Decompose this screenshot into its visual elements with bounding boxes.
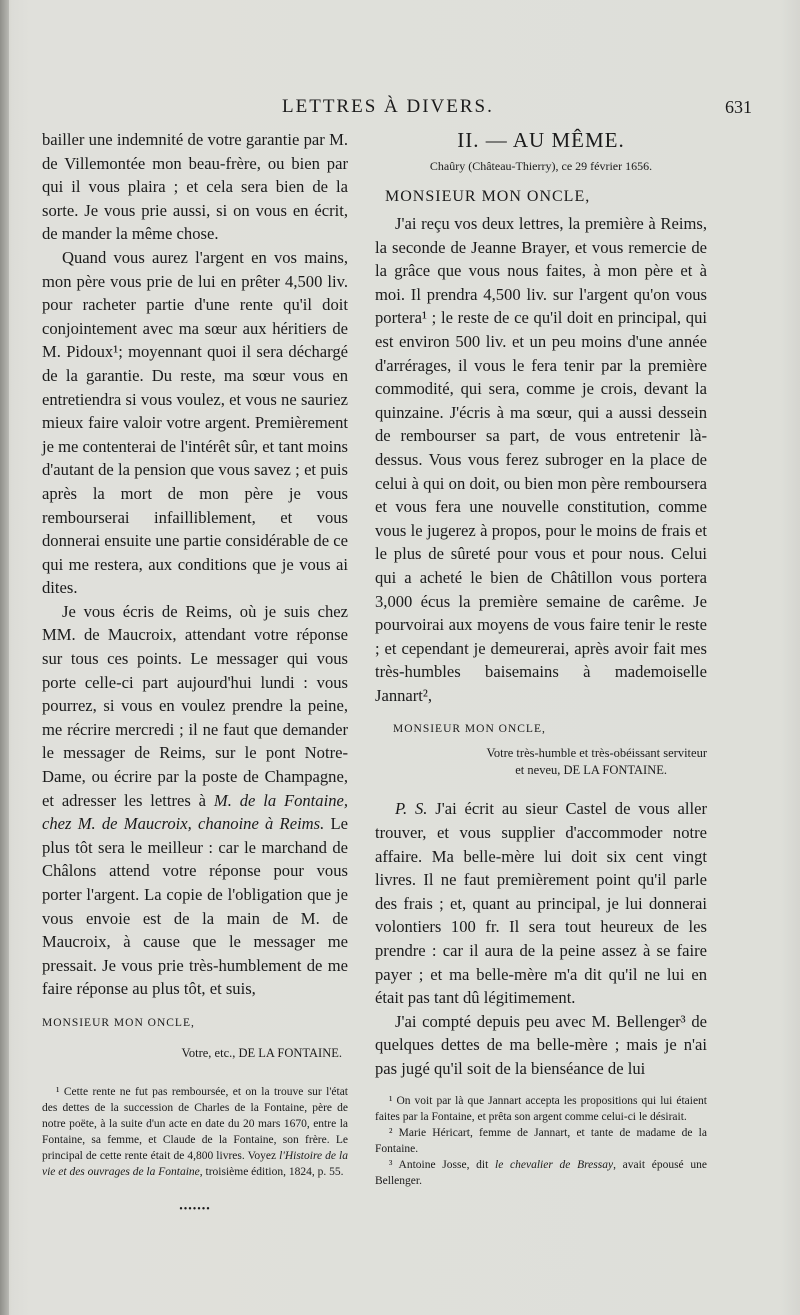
salutation: MONSIEUR MON ONCLE, [393, 723, 546, 736]
letter-heading: II. — AU MÊME. [457, 128, 625, 152]
footnote: ¹ On voit par là que Jannart accepta les propositions qui lui étaient faites par la Fontaine, et prêta son argent comme celui-ci le désirait. [375, 1094, 707, 1123]
footnote-text: ¹ Cette rente ne fut pas remboursée, et on la trouve sur l'état des dettes de la succession de Charles de la Fontaine, père de notre poëte, à la suite d'un acte en date du 20 mars 1670, entre la Fontaine, sa femme, et Claude de la Fontaine, son frère. Le principal de cette rente était de 4,800 livres. Voyez [42, 1085, 348, 1162]
greeting: MONSIEUR MON ONCLE, [385, 188, 591, 205]
footnote-text: ³ Antoine Josse, dit [389, 1158, 496, 1171]
ornament-divider: ••••••• [179, 1203, 211, 1215]
footnote [42, 1084, 348, 1180]
closing-line: et neveu, DE LA FONTAINE. [515, 763, 667, 778]
running-head-title: LETTRES À DIVERS. [282, 96, 494, 117]
paragraph-text: Je vous écris de Reims, où je suis chez MM. de Maucroix, attendant votre réponse sur tous ces points. Le messager qui vous porte celle-ci part aujourd'hui lundi : vous pourrez, si vous en voulez prendre la peine, me récrire mercredi ; il ne faut que demander le messager de Reims, sur le pont Notre-Dame, ou écrire par la poste de Champagne, et adresser les lettres à [42, 601, 348, 810]
postscript [375, 797, 707, 1009]
running-head [0, 96, 800, 120]
footnote: ² Marie Héricart, femme de Jannart, et tante de madame de la Fontaine. [375, 1126, 707, 1155]
right-column [375, 128, 707, 1189]
paragraph-address: M. de la Fontaine, chez M. de Maucroix, chanoine à Reims. [42, 790, 349, 834]
page-number: 631 [725, 97, 752, 117]
footnote-title: l'Histoire de la vie et des ouvrages de la Fontaine [42, 1149, 348, 1178]
closing-line: Votre très-humble et très-obéissant serviteur [486, 746, 707, 761]
postscript-text: J'ai écrit au sieur Castel de vous aller trouver, et vous supplier d'accommoder notre affaire. Ma belle-mère lui doit six cent vingt livres. Il ne faut premièrement point qu'il parle des frais ; et, quant au principal, je lui donnerai volontiers 100 fr. Il sera tout heureux de les prendre : car il aura de la peine assez à se faire payer ; et ma belle-mère m'a dit qu'il ne lui en était pas tant dû légitimement. [375, 799, 707, 1008]
dateline: Chaûry (Château-Thierry), ce 29 février 1656. [429, 159, 653, 173]
footnote [375, 1157, 707, 1189]
paragraph: Quand vous aurez l'argent en vos mains, mon père vous prie de lui en prêter 4,500 liv. pour racheter partie d'une rente qu'il doit conjointement avec ma sœur aux héritiers de M. Pidoux¹; moyennant quoi il sera déchargé de la garantie. Du reste, ma sœur vous en entretiendra si vous voulez, et vous ne sauriez mieux faire valoir votre argent. Premièrement je me contenterai de l'intérêt sûr, et tant moins d'autant de la pension que vous savez ; et puis après la mort de mon père je vous rembourserai infailliblement, et vous donnerai ensuite une partie considérable de ce qui me restera, aux conditions que je vous ai dites. [42, 247, 348, 598]
paragraph: J'ai compté depuis peu avec M. Bellenger³ de quelques dettes de ma belle-mère ; mais je n'ai pas jugé qu'il soit de la bienséance de lui [375, 1011, 707, 1078]
footnote-text: , troisième édition, 1824, p. 55. [199, 1165, 344, 1178]
paragraph: bailler une indemnité de votre garantie par M. de Villemontée mon beau-frère, ou bien par qui il vous plaira ; et cela sera bien de la sorte. Je vous prie aussi, si on vous en écrit, de mander la même chose. [42, 130, 348, 244]
postscript-label: P. S. [395, 799, 428, 819]
paragraph: J'ai reçu vos deux lettres, la première à Reims, la seconde de Jeanne Brayer, et vous remercie de la grâce que vous nous faites, à mon père et à moi. Il prendra 4,500 liv. sur l'argent qu'on vous portera¹ ; le reste de ce qu'il doit en principal, qui est environ 500 liv. et un peu moins d'une année d'arrérages, il vous le fera tenir par la première commodité, qui sera, comme je crois, devant la quinzaine. J'écris à ma sœur, qui a aussi dessein de rembourser sa part, de vous entretenir là-dessus. Vous vous ferez subroger en la place de celui à qui on doit, ou bien mon père remboursera et vous fera une nouvelle constitution, comme vous le jugerez à propos, pour le moins de frais et le plus de sûreté pour vous et pour nous. Celui qui a acheté le bien de Châtillon vous portera 3,000 écus la première semaine de carême. Je pourvoirai aux moyens de vous faire tenir le reste ; et cependant je demeurerai, après avoir fait mes très-humbles baisemains à mademoiselle Jannart², [375, 214, 707, 705]
paragraph [42, 600, 348, 1001]
salutation: MONSIEUR MON ONCLE, [42, 1016, 195, 1029]
left-column [42, 128, 348, 1215]
footnote-text: , avait épousé une Bellenger. [375, 1158, 707, 1187]
closing: Votre, etc., DE LA FONTAINE. [181, 1045, 342, 1060]
paragraph-text: Le plus tôt sera le meilleur : car le marchand de Châlons attend votre réponse pour vous porter l'argent. La copie de l'obligation que je vous envoie est de la main de M. de Maucroix, à cause que le messager me pressait. Je vous prie très-humblement de me faire réponse au plus tôt, et suis, [42, 814, 348, 999]
footnote-title: le chevalier de Bressay [495, 1158, 614, 1171]
book-binding-edge [0, 0, 9, 1315]
